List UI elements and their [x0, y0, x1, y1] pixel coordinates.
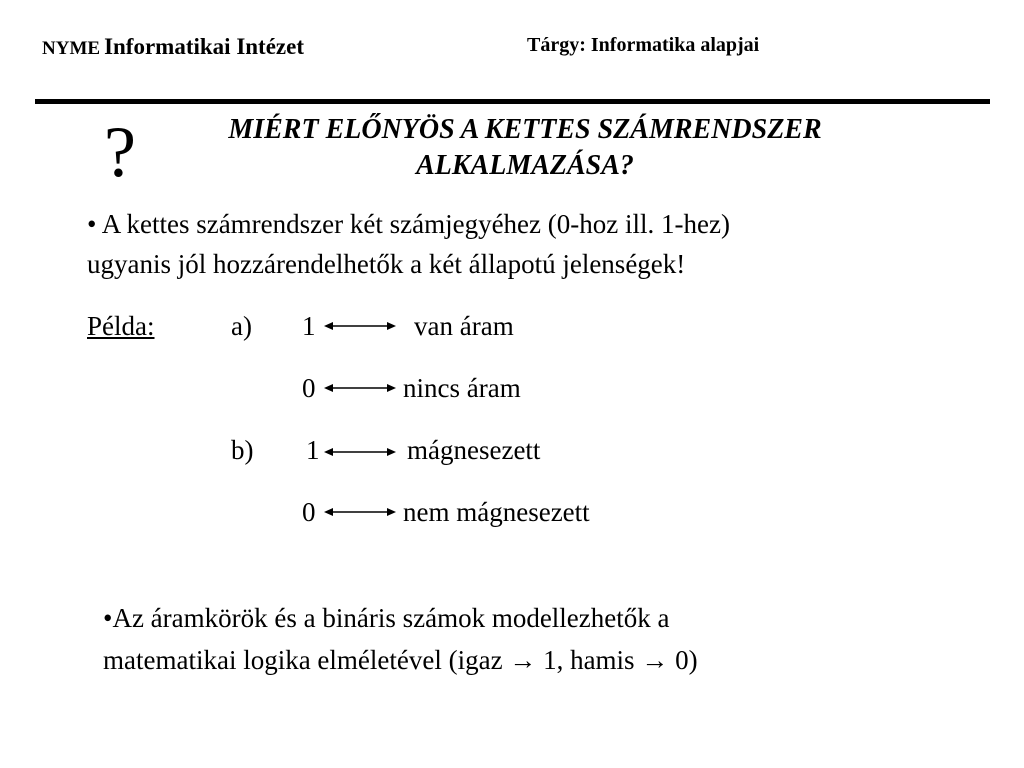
institute-name: Informatikai Intézet [104, 34, 304, 59]
bullet-logic-model-line-2: matematikai logika elméletével (igaz → 1, hamis → 0) [103, 645, 698, 675]
subject-header: Tárgy: Informatika alapjai [527, 34, 760, 56]
bullet-binary-reason-line-1: • A kettes számrendszer két számjegyéhez (0-hoz ill. 1-hez) [87, 209, 730, 239]
slide-title-line-2: ALKALMAZÁSA? [416, 150, 634, 181]
double-arrow-icon [324, 382, 396, 394]
header-divider [35, 99, 990, 104]
double-arrow-icon [324, 506, 396, 518]
example-b-digit: 1 [306, 435, 320, 465]
example-label: Példa: [87, 311, 155, 341]
slide-title [160, 112, 890, 184]
example-a-digit: 1 [302, 311, 316, 341]
example-b-meaning: mágnesezett [407, 435, 541, 465]
bullet-binary-reason-line-2: ugyanis jól hozzárendelhetők a két állapotú jelenségek! [87, 249, 686, 279]
example-b2-digit: 0 [302, 497, 316, 527]
double-arrow-icon [324, 320, 396, 332]
example-a-meaning: van áram [414, 311, 514, 341]
example-b2-meaning: nem mágnesezett [403, 497, 590, 527]
double-arrow-icon [324, 446, 396, 458]
institute-header [42, 34, 304, 60]
bullet-logic-model-line-1: •Az áramkörök és a bináris számok modellezhetők a [103, 603, 670, 633]
institute-abbrev: NYME [42, 38, 101, 59]
example-a2-digit: 0 [302, 373, 316, 403]
example-a-letter: a) [231, 311, 252, 341]
bullet-binary-reason [87, 204, 967, 284]
bullet-logic-model [103, 597, 983, 681]
example-b-letter: b) [231, 435, 254, 465]
slide-title-line-1: MIÉRT ELŐNYÖS A KETTES SZÁMRENDSZER [228, 114, 822, 145]
question-mark: ? [104, 112, 136, 192]
example-a2-meaning: nincs áram [403, 373, 521, 403]
